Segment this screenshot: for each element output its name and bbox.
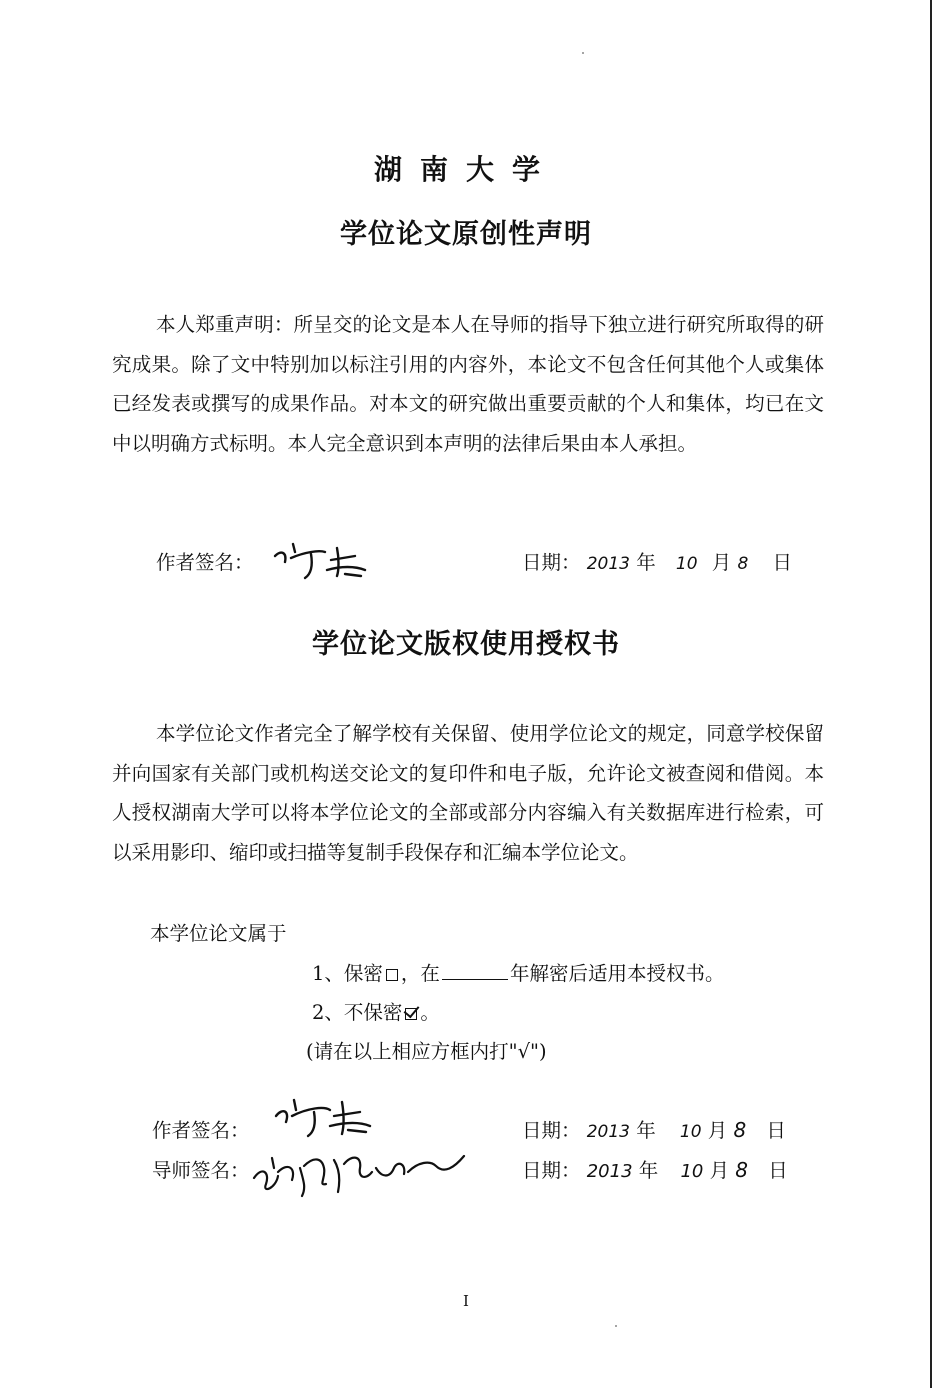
- date-month: 10: [675, 554, 698, 574]
- option1-mid: ，在: [400, 962, 440, 985]
- option2-suffix: 。: [420, 1001, 440, 1024]
- scan-speck: [615, 1325, 617, 1327]
- year-unit: 年: [636, 551, 656, 574]
- authorization-author-date: [522, 1115, 786, 1143]
- date-year: 2013: [586, 554, 630, 574]
- option2-prefix: 2、不保密: [312, 1001, 403, 1024]
- advisor-signature: [248, 1138, 470, 1200]
- day-unit: 日: [768, 1159, 788, 1182]
- originality-title: 学位论文原创性声明: [340, 219, 592, 250]
- authorization-author-label: 作者签名：: [152, 1119, 250, 1142]
- author-signature-1: [265, 530, 373, 582]
- year-unit: 年: [636, 1119, 656, 1142]
- date-month: 10: [680, 1161, 704, 1182]
- belongs-label: 本学位论文属于: [150, 922, 287, 945]
- university-title: 湖南大学: [373, 153, 558, 186]
- date-day: 8: [733, 1118, 747, 1142]
- day-unit: 日: [772, 551, 793, 574]
- date-month: 10: [679, 1122, 702, 1142]
- year-unit: 年: [638, 1159, 659, 1182]
- date-day: 8: [737, 554, 749, 574]
- scan-speck: [582, 52, 584, 54]
- month-unit: 月: [707, 1119, 728, 1142]
- option-confidential: [312, 958, 724, 986]
- authorization-statement: 本学位论文作者完全了解学校有关保留、使用学位论文的规定，同意学校保留并向国家有关部门或机构送交论文的复印件和电子版，允许论文被查阅和借阅。本人授权湖南大学可以将本学位论文的全部或部分内容编入有关数据库进行检索，可以采用影印、缩印或扫描等复制手段保存和汇编本学位论文。: [112, 722, 824, 864]
- originality-author-label: 作者签名：: [156, 551, 254, 574]
- decrypt-year-blank: [442, 961, 508, 980]
- originality-date: [522, 547, 792, 575]
- option1-prefix: 1、保密: [312, 962, 383, 985]
- date-day: 8: [735, 1158, 749, 1182]
- date-year: 2013: [586, 1122, 630, 1142]
- month-unit: 月: [709, 1159, 730, 1182]
- date-label: 日期：: [522, 551, 581, 574]
- checkbox-instruction: (请在以上相应方框内打"√"): [306, 1040, 547, 1063]
- confidential-checkbox: [386, 969, 398, 981]
- authorization-title: 学位论文版权使用授权书: [312, 629, 620, 660]
- not-confidential-checkbox-checked: [405, 1008, 417, 1020]
- date-label: 日期：: [522, 1159, 581, 1182]
- month-unit: 月: [711, 551, 732, 574]
- authorization-advisor-date: [522, 1155, 788, 1183]
- date-year: 2013: [586, 1161, 633, 1182]
- author-signature-2: [268, 1090, 378, 1142]
- page-number: I: [463, 1292, 469, 1310]
- option-not-confidential: [312, 997, 440, 1025]
- date-label: 日期：: [522, 1119, 581, 1142]
- day-unit: 日: [766, 1119, 786, 1142]
- authorization-advisor-label: 导师签名：: [152, 1159, 250, 1182]
- option1-suffix: 年解密后适用本授权书。: [509, 962, 725, 985]
- originality-statement: 本人郑重声明：所呈交的论文是本人在导师的指导下独立进行研究所取得的研究成果。除了文中特别加以标注引用的内容外，本论文不包含任何其他个人或集体已经发表或撰写的成果作品。对本文的研究做出重要贡献的个人和集体，均已在文中以明确方式标明。本人完全意识到本声明的法律后果由本人承担。: [112, 313, 824, 455]
